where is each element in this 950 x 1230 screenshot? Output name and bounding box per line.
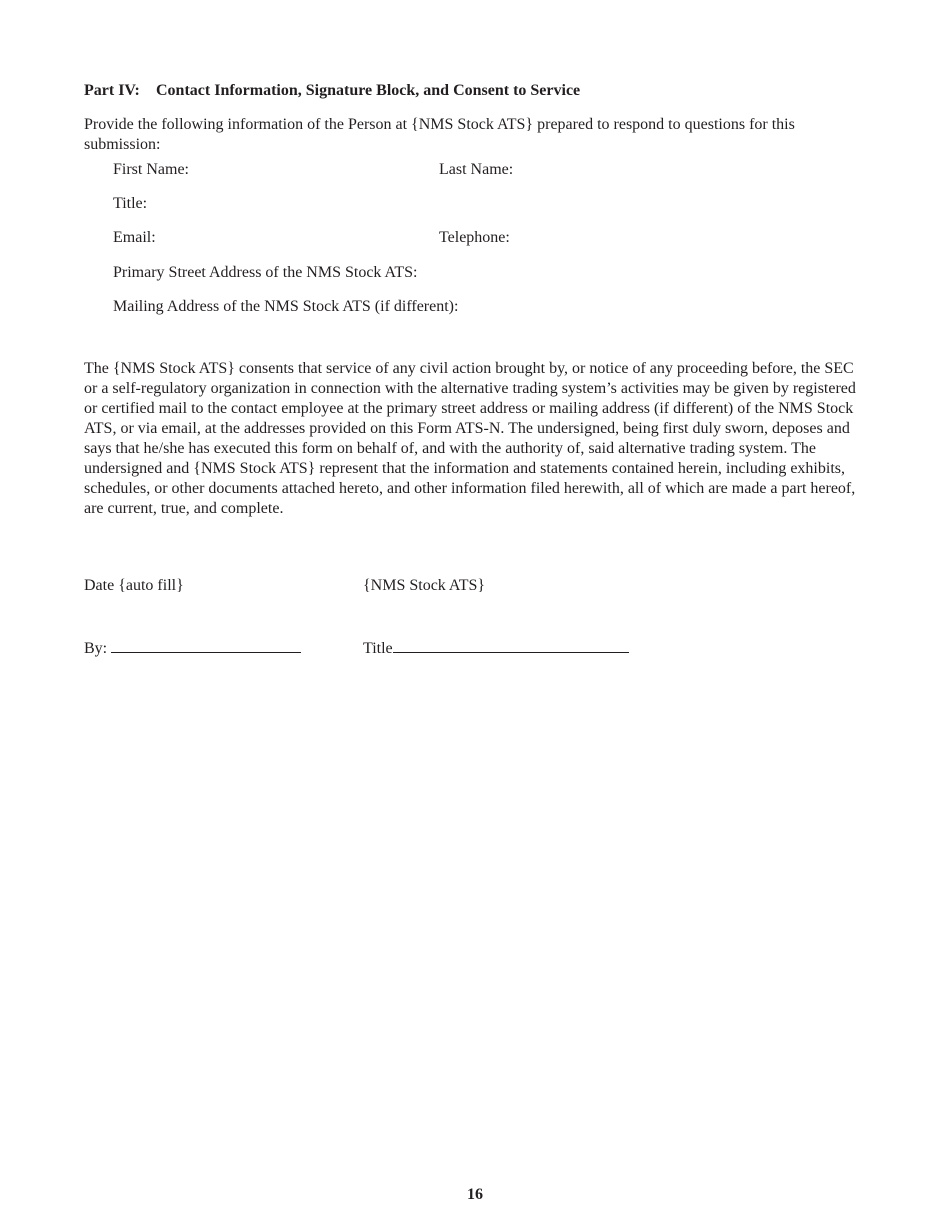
part-number: Part IV: bbox=[84, 82, 140, 99]
mailing-address-label: Mailing Address of the NMS Stock ATS (if different): bbox=[113, 298, 459, 315]
by-label: By: bbox=[84, 640, 108, 657]
by-blank-line bbox=[111, 638, 301, 653]
telephone-label: Telephone: bbox=[439, 229, 510, 246]
last-name-label: Last Name: bbox=[439, 161, 514, 178]
primary-address-label: Primary Street Address of the NMS Stock ATS: bbox=[113, 264, 418, 281]
page-number: 16 bbox=[467, 1186, 483, 1203]
title-label: Title: bbox=[113, 195, 148, 212]
title-signature-line bbox=[363, 638, 629, 659]
part-title: Contact Information, Signature Block, and Consent to Service bbox=[156, 82, 581, 99]
email-label: Email: bbox=[113, 229, 156, 246]
first-name-label: First Name: bbox=[113, 161, 189, 178]
entity-label: {NMS Stock ATS} bbox=[363, 577, 486, 594]
part-heading bbox=[84, 81, 580, 101]
consent-paragraph: The {NMS Stock ATS} consents that service of any civil action brought by, or notice of any proceeding before, the SEC or a self-regulatory organization in connection with the alternative trading system’s activities may be given by registered or certified mail to the contact employee at the primary street address or mailing address (if different) of the NMS Stock ATS, or via email, at the addresses provided on this Form ATS-N. The undersigned, being first duly sworn, deposes and says that he/she has executed this form on behalf of, and with the authority of, said alternative trading system. The undersigned and {NMS Stock ATS} represent that the information and statements contained herein, including exhibits, schedules, or other documents attached hereto, and other information filed herewith, all of which are made a part hereof, are current, true, and complete. bbox=[84, 360, 856, 517]
by-signature-line bbox=[84, 638, 301, 659]
signature-title-label: Title bbox=[363, 640, 393, 657]
date-label: Date {auto fill} bbox=[84, 577, 184, 594]
intro-text: Provide the following information of the Person at {NMS Stock ATS} prepared to respond to questions for this submission: bbox=[84, 116, 795, 153]
title-blank-line bbox=[393, 638, 629, 653]
